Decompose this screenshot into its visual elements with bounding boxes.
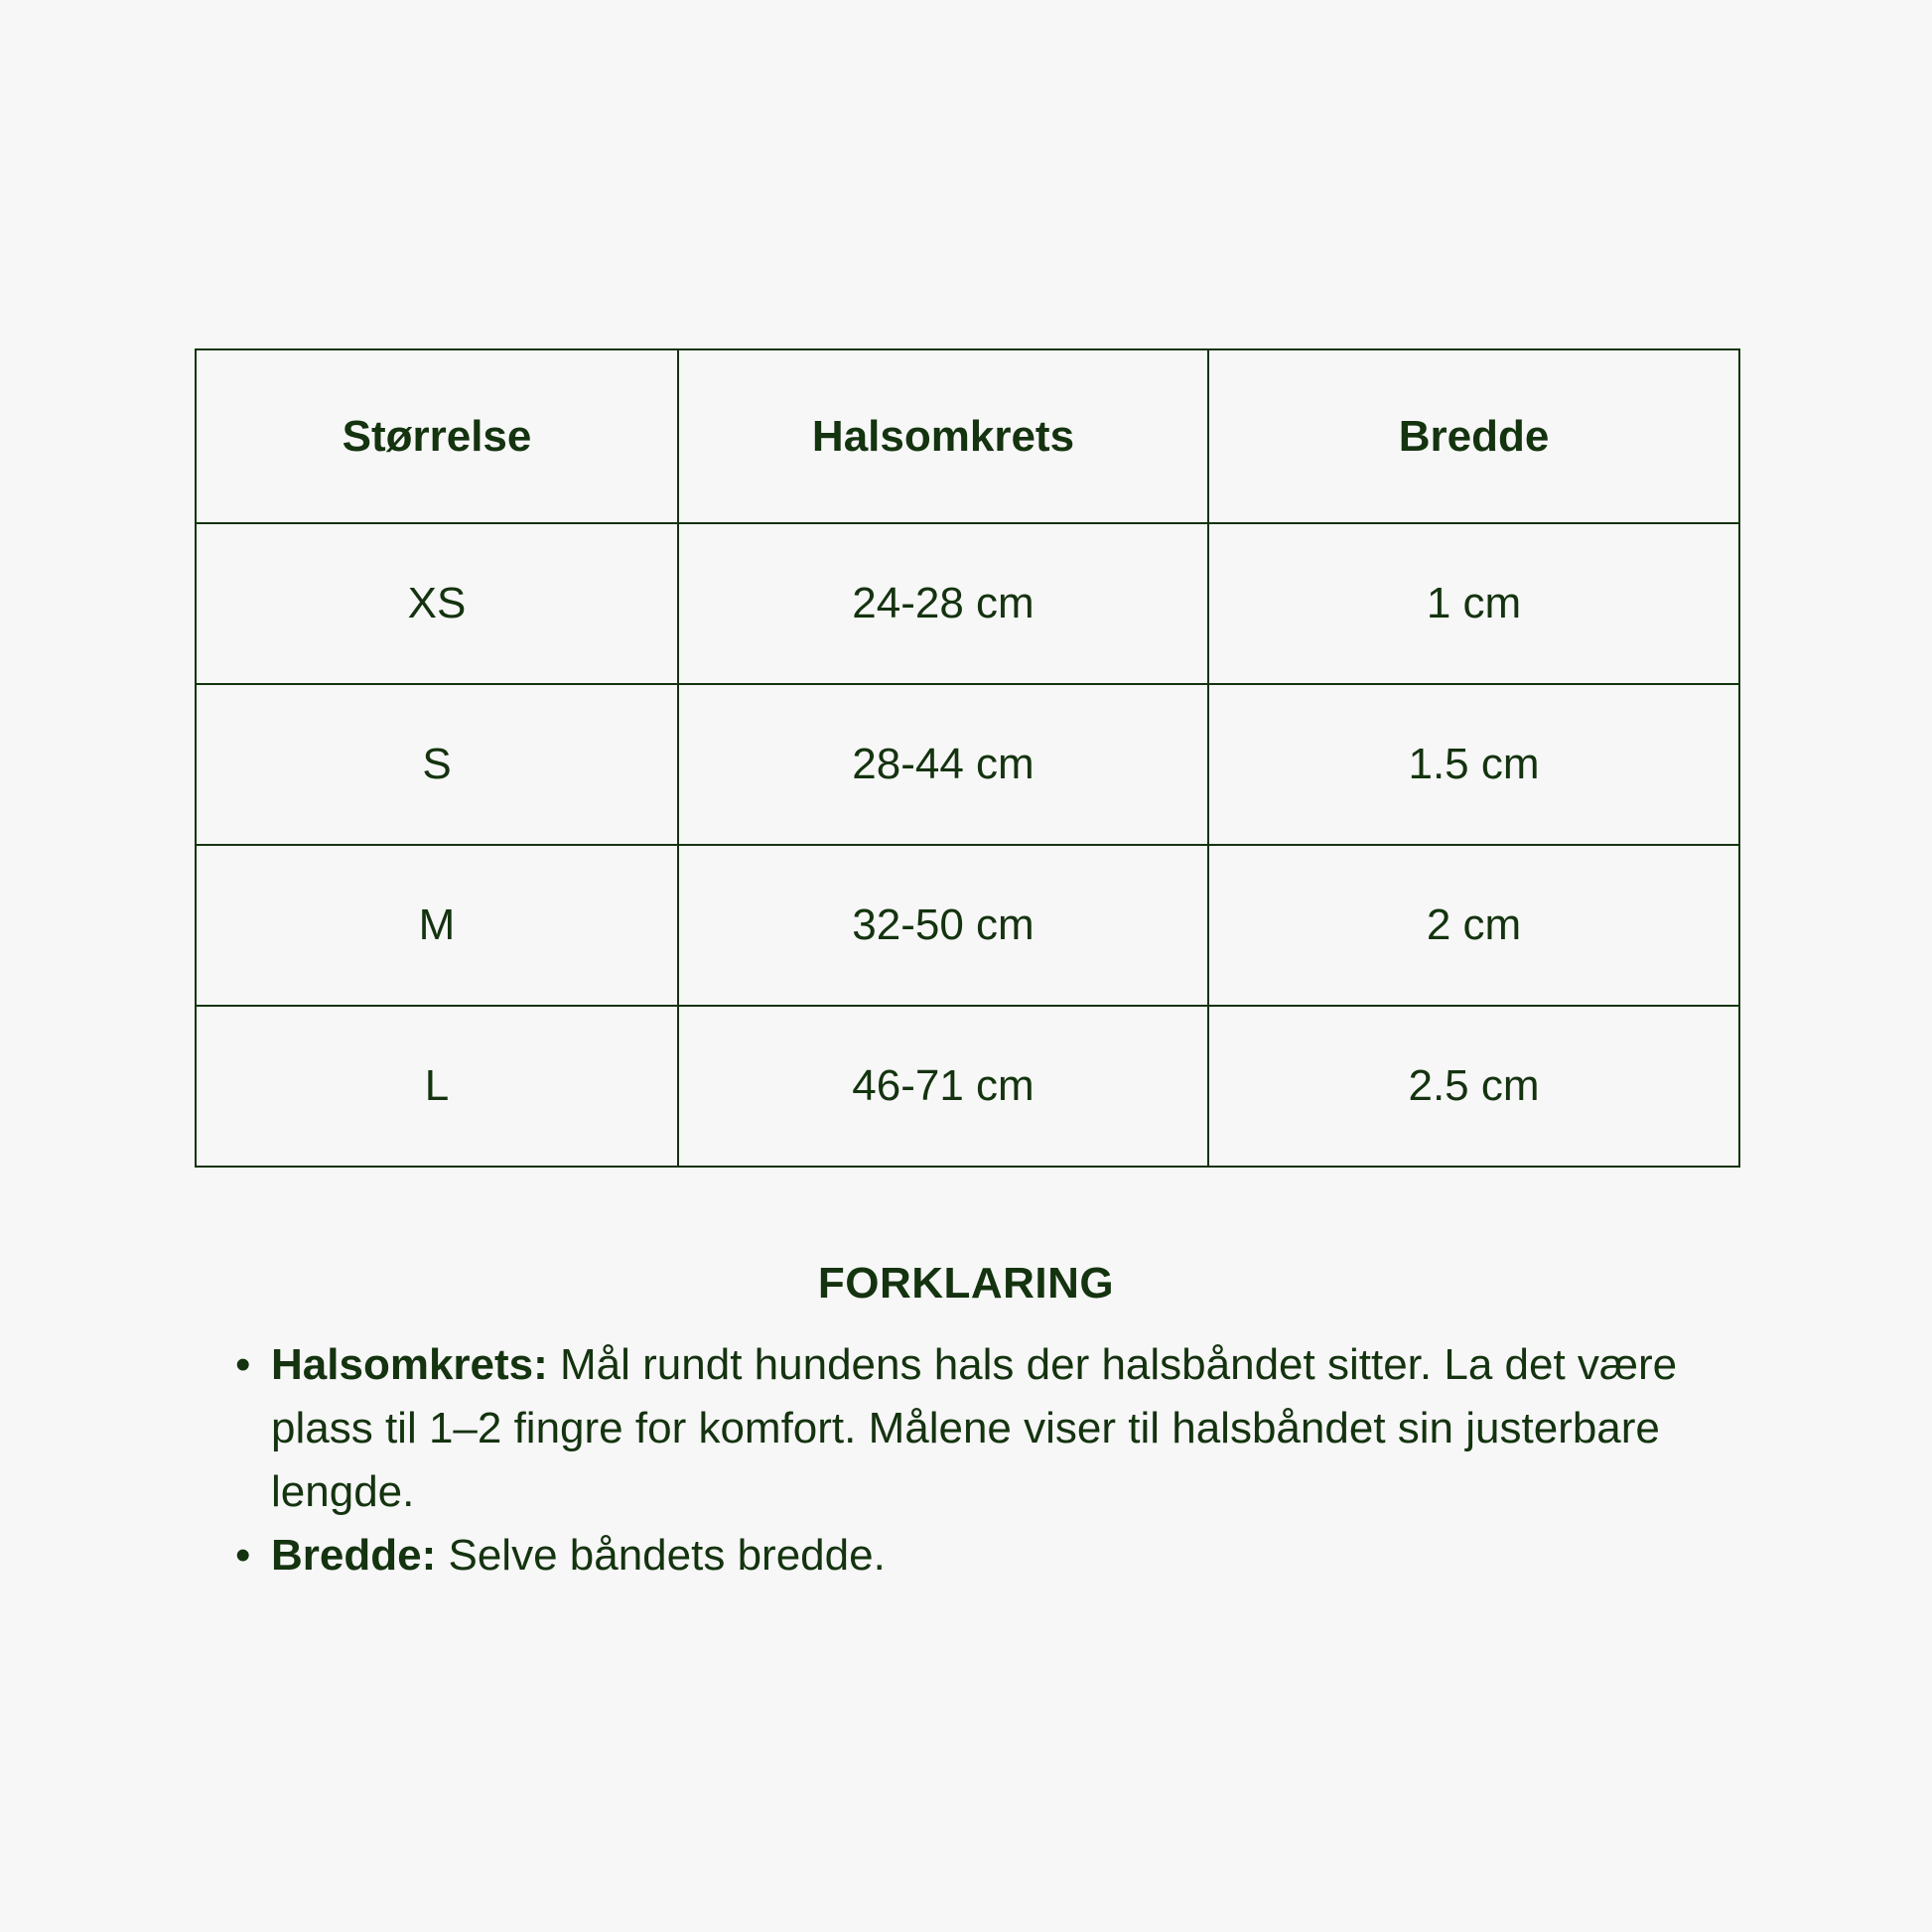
cell-neck: 28-44 cm — [678, 684, 1208, 845]
legend-title: FORKLARING — [817, 1259, 1115, 1308]
cell-size: XS — [196, 523, 678, 684]
cell-width: 2.5 cm — [1208, 1006, 1739, 1167]
legend-list — [235, 1333, 1711, 1587]
cell-neck: 32-50 cm — [678, 845, 1208, 1006]
legend-term: Halsomkrets: — [271, 1340, 548, 1389]
cell-width: 2 cm — [1208, 845, 1739, 1006]
bullet-icon: • — [235, 1531, 251, 1580]
header-halsomkrets: Halsomkrets — [678, 349, 1208, 523]
cell-width: 1.5 cm — [1208, 684, 1739, 845]
table-header-row — [196, 349, 1739, 523]
table-row — [196, 684, 1739, 845]
cell-width: 1 cm — [1208, 523, 1739, 684]
legend-item-halsomkrets — [235, 1333, 1711, 1524]
cell-size: L — [196, 1006, 678, 1167]
cell-neck: 24-28 cm — [678, 523, 1208, 684]
table-row — [196, 523, 1739, 684]
table-row — [196, 845, 1739, 1006]
table-row — [196, 1006, 1739, 1167]
legend-text: Selve båndets bredde. — [448, 1531, 886, 1580]
cell-size: M — [196, 845, 678, 1006]
bullet-icon: • — [235, 1340, 251, 1389]
legend-text: Mål rundt hundens hals der halsbåndet sitter. La det være plass til 1–2 fingre for komfort. Målene viser til halsbåndet sin justerbare lengde. — [271, 1340, 1678, 1516]
legend-item-bredde — [235, 1524, 1711, 1587]
cell-neck: 46-71 cm — [678, 1006, 1208, 1167]
header-storrelse: Størrelse — [196, 349, 678, 523]
size-table — [195, 348, 1740, 1168]
header-bredde: Bredde — [1208, 349, 1739, 523]
legend-term: Bredde: — [271, 1531, 437, 1580]
cell-size: S — [196, 684, 678, 845]
